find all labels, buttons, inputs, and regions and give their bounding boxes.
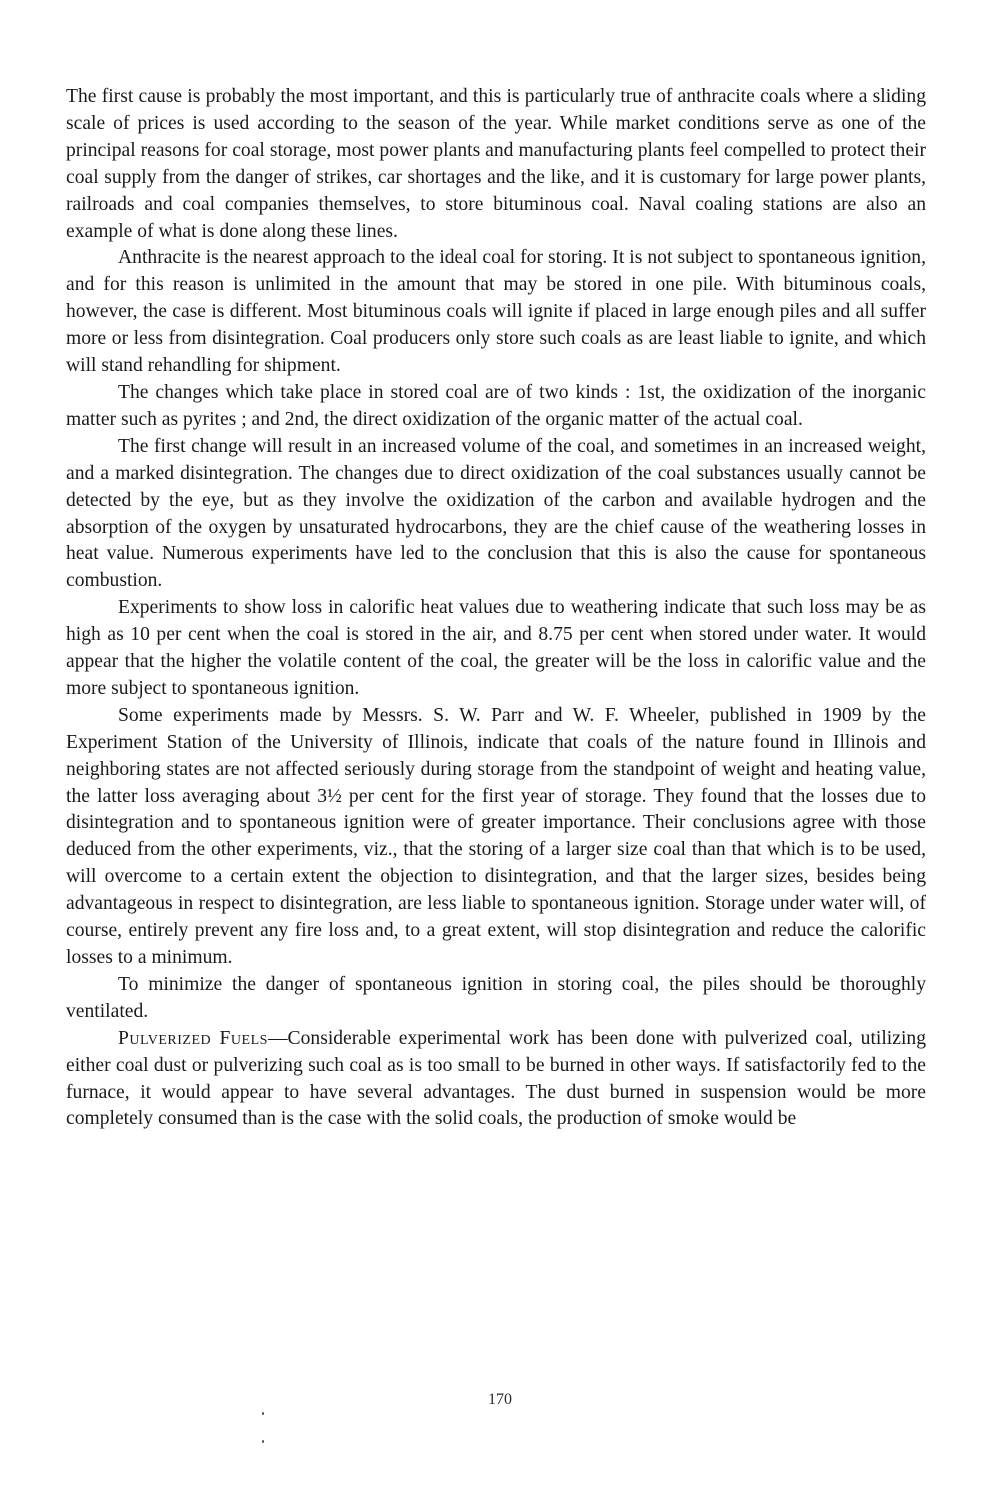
- paragraph-3: The changes which take place in stored coal are of two kinds : 1st, the oxidization of the inorganic matter such as pyrites ; and 2nd, the direct oxidization of the organic matter of the actual coal.: [66, 381, 926, 430]
- section-heading: Pulverized Fuels: [118, 1027, 268, 1049]
- paragraph-2: Anthracite is the nearest approach to the ideal coal for storing. It is not subject to spontaneous ignition, and for this reason is unlimited in the amount that may be stored in one pile. With bituminous coals, however, the case is different. Most bituminous coals will ignite if placed in large enough piles and all suffer more or less from disintegration. Coal producers only store such coals as are least liable to ignite, and which will stand rehandling for shipment.: [66, 247, 926, 377]
- page-number: 170: [488, 1391, 512, 1408]
- paragraph-5: Experiments to show loss in calorific heat values due to weathering indicate that such loss may be as high as 10 per cent when the coal is stored in the air, and 8.75 per cent when stored under water. It would appear that the higher the volatile content of the coal, the greater will be the loss in calorific value and the more subject to spontaneous ignition.: [66, 597, 926, 699]
- paragraph-6: Some experiments made by Messrs. S. W. Parr and W. F. Wheeler, published in 1909 by the Experiment Station of the University of Illinois, indicate that coals of the nature found in Illinois and neighboring states are not affected seriously during storage from the standpoint of weight and heating value, the latter loss averaging about 3½ per cent for the first year of storage. They found that the losses due to disintegration and to spontaneous ignition were of greater importance. Their conclusions agree with those deduced from the other experiments, viz., that the storing of a larger size coal than that which is to be used, will overcome to a certain extent the objection to disintegration, and that the larger sizes, besides being advantageous in respect to disintegration, are less liable to spontaneous ignition. Storage under water will, of course, entirely prevent any fire loss and, to a great extent, will stop disintegration and reduce the calorific losses to a minimum.: [66, 704, 926, 968]
- section-text: —Considerable experimental work has been done with pulverized coal, utilizing either coal dust or pulverizing such coal as is too small to be burned in other ways. If satisfactorily fed to the furnace, it would appear to have several advantages. The dust burned in suspension would be more completely consumed than is the case with the solid coals, the production of smoke would be: [66, 1027, 926, 1130]
- body-text: [66, 84, 926, 1133]
- paragraph-4: The first change will result in an increased volume of the coal, and sometimes in an increased weight, and a marked disintegration. The changes due to direct oxidization of the coal substances usually cannot be detected by the eye, but as they involve the oxidization of the carbon and available hydrogen and the absorption of the oxygen by unsaturated hydrocarbons, they are the chief cause of the weathering losses in heat value. Numerous experiments have led to the conclusion that this is also the cause for spontaneous combustion.: [66, 435, 926, 592]
- paragraph-1: The first cause is probably the most important, and this is particularly true of anthracite coals where a sliding scale of prices is used according to the season of the year. While market conditions serve as one of the principal reasons for coal storage, most power plants and manufacturing plants feel compelled to protect their coal supply from the danger of strikes, car shortages and the like, and it is customary for large power plants, railroads and coal companies themselves, to store bituminous coal. Naval coaling stations are also an example of what is done along these lines.: [66, 86, 926, 242]
- paragraph-7: To minimize the danger of spontaneous ignition in storing coal, the piles should be thoroughly ventilated.: [66, 973, 926, 1022]
- paragraph-pulverized-fuels: [66, 1026, 926, 1134]
- scan-speck: [262, 1440, 264, 1443]
- scan-speck: [262, 1412, 264, 1415]
